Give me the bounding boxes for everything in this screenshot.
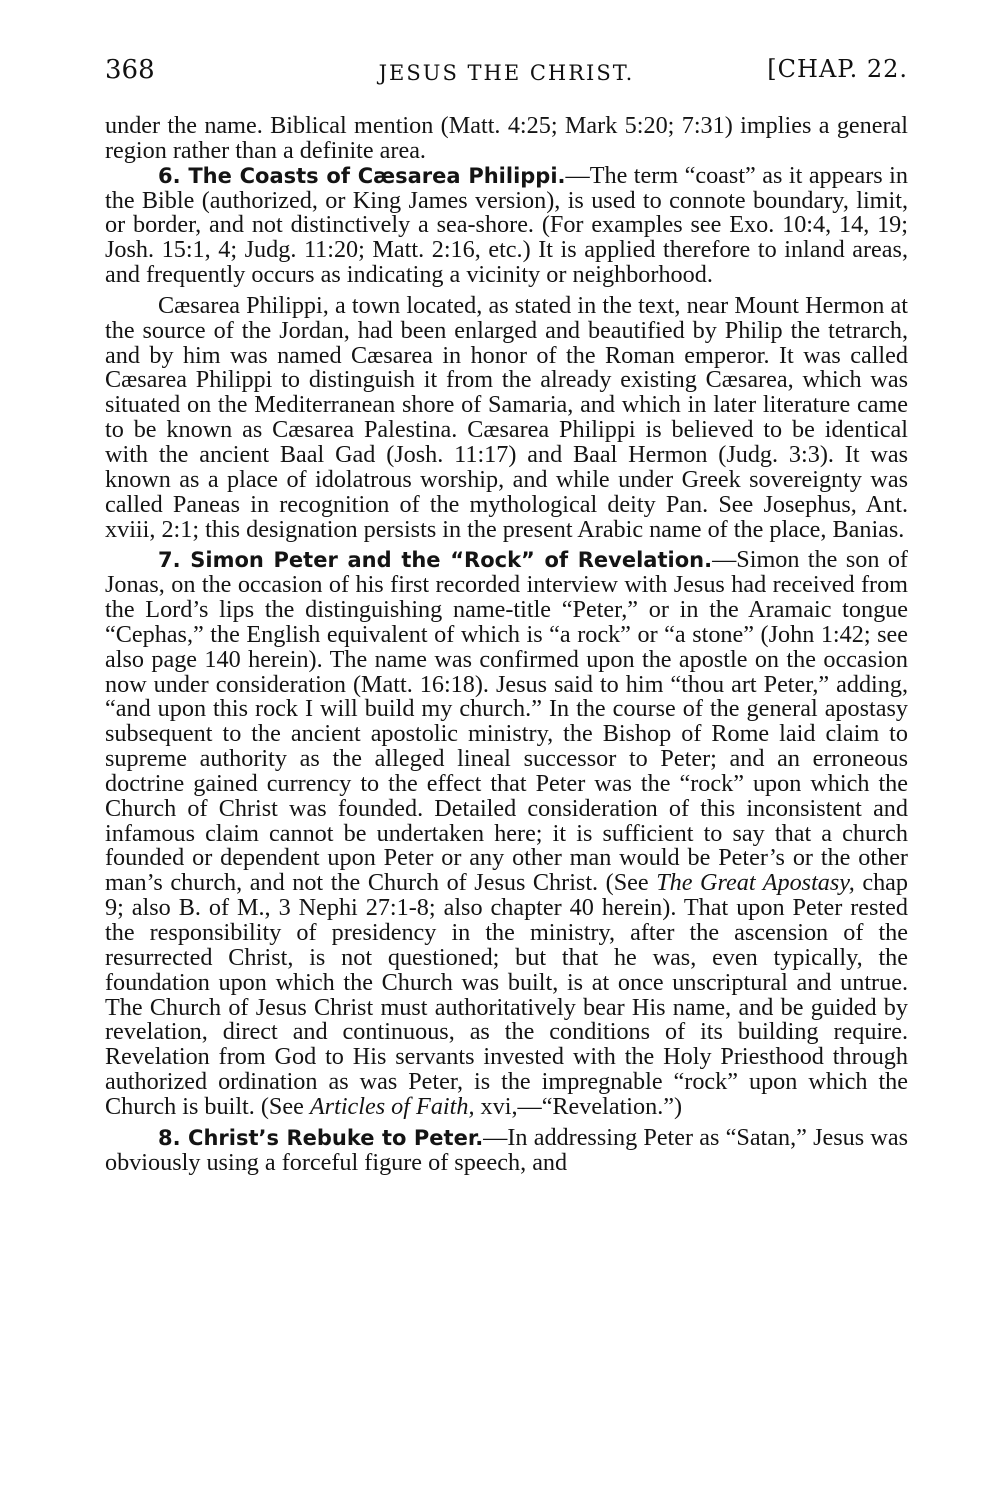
chapter-marker: [CHAP. 22. bbox=[767, 55, 908, 83]
note-8-heading: 8. Christ’s Rebuke to Peter. bbox=[158, 1125, 484, 1150]
note-7-text-b: chap 9; also B. of M., 3 Nephi 27:1-8; also chapter 40 herein). That upon Peter rested the responsibility of presidency in the ministry, after the ascension of the resurrected Christ, is not questioned; but that he was, even typically, the foundation upon which the Church was built, is at once unscriptural and untrue. The Church of Jesus Christ must authoritatively bear His name, and be guided by revelation, direct and continuous, as the conditions of its building require. Revelation from God to His servants invested with the Holy Priesthood through authorized ordination as was Peter, is the impregnable “rock” upon which the Church is built. (See bbox=[105, 869, 908, 1120]
note-8-paragraph bbox=[105, 1123, 908, 1176]
great-apostasy-title: The Great Apostasy, bbox=[656, 869, 855, 897]
note-6-paragraph bbox=[105, 161, 908, 289]
paragraph-text: under the name. Biblical mention (Matt. 4:25; Mark 5:20; 7:31) implies a general region rather than a definite area. bbox=[105, 112, 908, 164]
note-8-text: —In addressing Peter as “Satan,” Jesus was obviously using a forceful figure of speech, and bbox=[105, 1123, 908, 1176]
note-7-paragraph bbox=[105, 548, 908, 1119]
running-header bbox=[105, 55, 908, 95]
caesarea-text: Cæsarea Philippi, a town located, as stated in the text, near Mount Hermon at the source of the Jordan, had been enlarged and beautified by Philip the tetrarch, and by him was named Cæsarea in honor of the Roman emperor. It was called Cæsarea Philippi to distinguish it from the already existing Cæsarea, which was situated on the Mediterranean shore of Samaria, and which in later literature came to be known as Cæsarea Palestina. Cæsarea Philippi is believed to be identical with the ancient Baal Gad (Josh. 11:17) and Baal Hermon (Judg. 3:3). It was known as a place of idolatrous worship, and while under Greek sovereignty was called Paneas in recognition of the mythological deity Pan. See Josephus, Ant. xviii, 2:1; this designation persists in the present Arabic name of the place, Banias. bbox=[105, 291, 908, 543]
note-6-heading: 6. The Coasts of Cæsarea Philippi. bbox=[158, 163, 566, 188]
note-6-text: —The term “coast” as it appears in the Bible (authorized, or King James version), is used to connote boundary, limit, or border, and not distinctively a sea-shore. (For examples see Exo. 10:4, 14, 19; Josh. 15:1, 4; Judg. 11:20; Matt. 2:16, etc.) It is applied therefore to inland areas, and frequently occurs as indicating a vicinity or neighborhood. bbox=[105, 161, 908, 289]
note-7-text-c: xvi,—“Revelation.”) bbox=[474, 1092, 683, 1120]
note-7-text-a: —Simon the son of Jonas, on the occasion of his first recorded interview with Jesus had received from the Lord’s lips the distinguishing name-title “Peter,” or in the Aramaic tongue “Cephas,” the English equivalent of which is “a rock” or “a stone” (John 1:42; see also page 140 herein). The name was confirmed upon the apostle on the occasion now under consideration (Matt. 16:18). Jesus said to him “thou art Peter,” adding, “and upon this rock I will build my church.” In the course of the general apostasy subsequent to the ancient apostolic ministry, the Bishop of Rome laid claim to supreme authority as the alleged lineal successor to Peter; and an erroneous doctrine gained currency to the effect that Peter was the “rock” upon which the Church of Christ was founded. Detailed consideration of this inconsistent and infamous claim cannot be undertaken here; it is sufficient to say that a church founded or dependent upon Peter or any other man would be Peter’s or the other man’s church, and not the Church of Jesus Christ. (See bbox=[105, 546, 908, 897]
note-7-heading: 7. Simon Peter and the “Rock” of Revelation. bbox=[158, 548, 713, 573]
paragraph-continuation bbox=[105, 114, 908, 164]
page-number: 368 bbox=[105, 55, 155, 85]
running-title: JESUS THE CHRIST. bbox=[378, 61, 635, 85]
articles-of-faith-title: Articles of Faith, bbox=[309, 1092, 475, 1120]
page-body bbox=[105, 114, 908, 1175]
caesarea-paragraph bbox=[105, 291, 908, 543]
